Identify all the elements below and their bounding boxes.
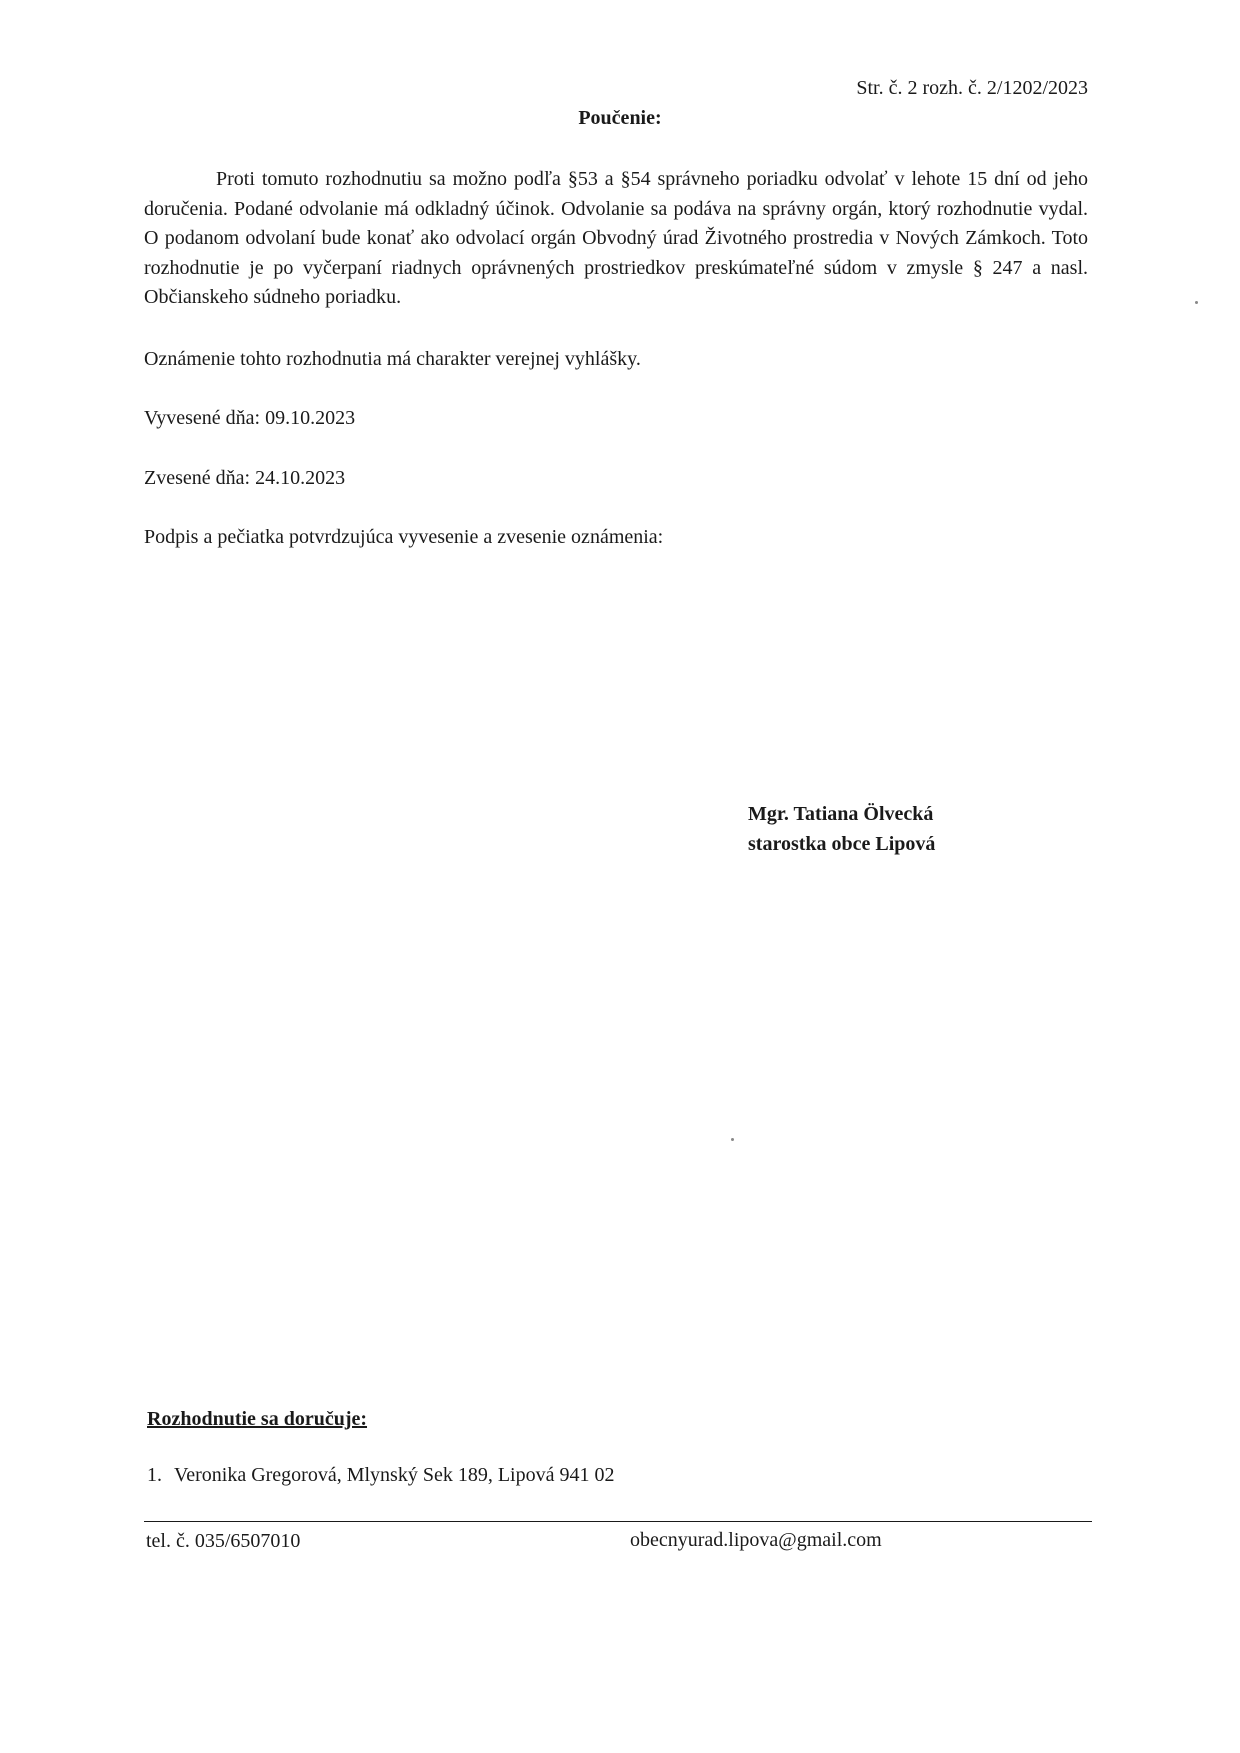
- list-item: [147, 1464, 615, 1487]
- signatory-title: starostka obce Lipová: [748, 833, 936, 855]
- scan-speck: [1195, 301, 1198, 304]
- signature-block: [748, 799, 935, 859]
- removed-date-line: Zvesené dňa: 24.10.2023: [144, 467, 346, 489]
- posted-date-line: Vyvesené dňa: 09.10.2023: [144, 407, 356, 429]
- recipient-text: Veronika Gregorová, Mlynský Sek 189, Lipová 941 02: [174, 1464, 615, 1486]
- page-reference: Str. č. 2 rozh. č. 2/1202/2023: [856, 77, 1088, 99]
- footer-phone: tel. č. 035/6507010: [146, 1530, 301, 1552]
- recipient-number: 1.: [147, 1464, 162, 1486]
- footer-divider: [144, 1521, 1092, 1522]
- footer-email: obecnyurad.lipova@gmail.com: [630, 1529, 882, 1551]
- section-heading: Poučenie:: [578, 107, 662, 129]
- signatory-name: Mgr. Tatiana Ölvecká: [748, 803, 934, 825]
- notice-line: Oznámenie tohto rozhodnutia má charakter verejnej vyhlášky.: [144, 348, 641, 370]
- scan-speck: [731, 1138, 734, 1141]
- signature-prompt: Podpis a pečiatka potvrdzujúca vyvesenie a zvesenie oznámenia:: [144, 526, 664, 548]
- appeal-paragraph: Proti tomuto rozhodnutiu sa možno podľa §53 a §54 správneho poriadku odvolať v lehote 15 dní od jeho doručenia. Podané odvolanie má odkladný účinok. Odvolanie sa podáva na správny orgán, ktorý rozhodnutie vydal. O podanom odvolaní bude konať ako odvolací orgán Obvodný úrad Životného prostredia v Nových Zámkoch. Toto rozhodnutie je po vyčerpaní riadnych oprávnených prostriedkov preskúmateľné súdom v zmysle § 247 a nasl. Občianskeho súdneho poriadku.: [144, 168, 1088, 309]
- delivery-heading: Rozhodnutie sa doručuje:: [147, 1408, 368, 1430]
